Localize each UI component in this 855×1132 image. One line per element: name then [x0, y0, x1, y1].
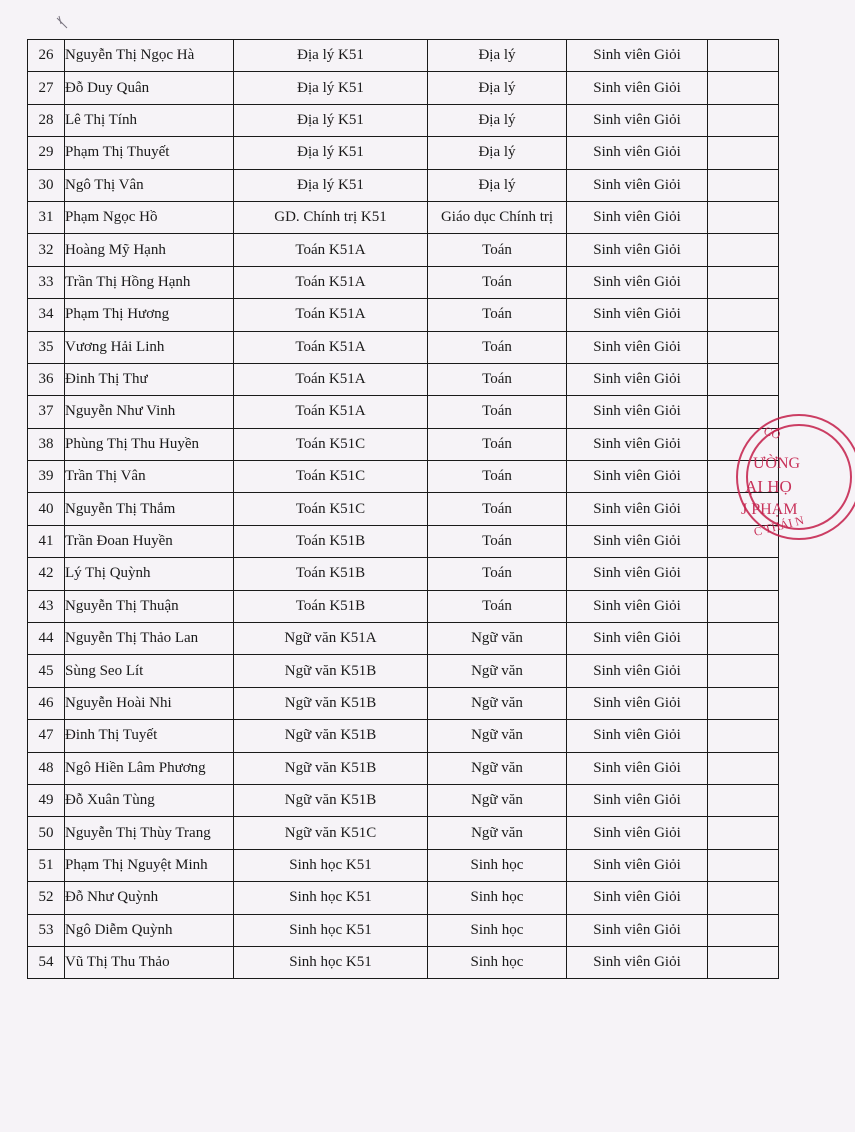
cell-rank: Sinh viên Giỏi: [567, 720, 708, 752]
cell-student-name: Trần Thị Hồng Hạnh: [65, 266, 234, 298]
cell-note: [708, 558, 779, 590]
cell-stt: 41: [28, 525, 65, 557]
cell-major: Toán: [428, 266, 567, 298]
table-row: [28, 363, 779, 395]
table-body: [28, 40, 779, 979]
cell-stt: 38: [28, 428, 65, 460]
cell-major: Địa lý: [428, 40, 567, 72]
cell-major: Toán: [428, 590, 567, 622]
cell-major: Ngữ văn: [428, 623, 567, 655]
cell-rank: Sinh viên Giỏi: [567, 590, 708, 622]
cell-rank: Sinh viên Giỏi: [567, 266, 708, 298]
cell-stt: 33: [28, 266, 65, 298]
cell-note: [708, 720, 779, 752]
cell-note: [708, 363, 779, 395]
official-seal-stamp: [735, 412, 855, 542]
cell-rank: Sinh viên Giỏi: [567, 558, 708, 590]
cell-stt: 44: [28, 623, 65, 655]
cell-note: [708, 234, 779, 266]
table-row: [28, 849, 779, 881]
cell-note: [708, 946, 779, 978]
cell-stt: 35: [28, 331, 65, 363]
cell-stt: 54: [28, 946, 65, 978]
cell-class: Địa lý K51: [234, 169, 428, 201]
cell-class: Sinh học K51: [234, 914, 428, 946]
cell-stt: 34: [28, 299, 65, 331]
table-row: [28, 396, 779, 428]
svg-text:ẠI HỌ: ẠI HỌ: [745, 477, 792, 496]
table-row: [28, 40, 779, 72]
cell-rank: Sinh viên Giỏi: [567, 655, 708, 687]
cell-major: Toán: [428, 299, 567, 331]
cell-stt: 51: [28, 849, 65, 881]
cell-stt: 27: [28, 72, 65, 104]
table-row: [28, 882, 779, 914]
svg-text:ƯỜNG: ƯỜNG: [753, 455, 801, 472]
cell-class: Toán K51A: [234, 396, 428, 428]
cell-student-name: Trần Đoan Huyền: [65, 525, 234, 557]
cell-note: [708, 104, 779, 136]
cell-stt: 46: [28, 687, 65, 719]
cell-class: Địa lý K51: [234, 137, 428, 169]
cell-major: Sinh học: [428, 849, 567, 881]
cell-student-name: Nguyễn Hoài Nhi: [65, 687, 234, 719]
table-row: [28, 461, 779, 493]
cell-student-name: Nguyễn Thị Thuận: [65, 590, 234, 622]
cell-major: Ngữ văn: [428, 817, 567, 849]
cell-student-name: Phạm Ngọc Hồ: [65, 201, 234, 233]
table-row: [28, 655, 779, 687]
scan-mark: [55, 14, 75, 34]
table-row: [28, 752, 779, 784]
cell-student-name: Phạm Thị Thuyết: [65, 137, 234, 169]
cell-class: Toán K51B: [234, 558, 428, 590]
table-row: [28, 623, 779, 655]
cell-major: Toán: [428, 493, 567, 525]
cell-note: [708, 331, 779, 363]
cell-student-name: Đỗ Như Quỳnh: [65, 882, 234, 914]
cell-rank: Sinh viên Giỏi: [567, 784, 708, 816]
cell-major: Toán: [428, 525, 567, 557]
cell-student-name: Đỗ Duy Quân: [65, 72, 234, 104]
table-row: [28, 525, 779, 557]
cell-student-name: Sùng Seo Lít: [65, 655, 234, 687]
table-row: [28, 817, 779, 849]
cell-note: [708, 784, 779, 816]
cell-stt: 28: [28, 104, 65, 136]
cell-rank: Sinh viên Giỏi: [567, 331, 708, 363]
cell-student-name: Phùng Thị Thu Huyền: [65, 428, 234, 460]
cell-student-name: Phạm Thị Hương: [65, 299, 234, 331]
cell-major: Ngữ văn: [428, 720, 567, 752]
table-row: [28, 720, 779, 752]
cell-note: [708, 169, 779, 201]
cell-major: Địa lý: [428, 169, 567, 201]
cell-note: [708, 817, 779, 849]
cell-class: Ngữ văn K51B: [234, 784, 428, 816]
cell-class: Sinh học K51: [234, 849, 428, 881]
cell-major: Toán: [428, 461, 567, 493]
cell-major: Địa lý: [428, 72, 567, 104]
cell-class: Địa lý K51: [234, 72, 428, 104]
cell-student-name: Nguyễn Thị Thắm: [65, 493, 234, 525]
cell-class: Địa lý K51: [234, 104, 428, 136]
svg-text:J PHẠM: J PHẠM: [741, 501, 798, 518]
cell-stt: 52: [28, 882, 65, 914]
cell-rank: Sinh viên Giỏi: [567, 363, 708, 395]
cell-major: Ngữ văn: [428, 687, 567, 719]
cell-class: Toán K51B: [234, 525, 428, 557]
cell-student-name: Trần Thị Vân: [65, 461, 234, 493]
table-row: [28, 687, 779, 719]
cell-rank: Sinh viên Giỏi: [567, 40, 708, 72]
table-row: [28, 946, 779, 978]
cell-rank: Sinh viên Giỏi: [567, 169, 708, 201]
cell-class: Toán K51A: [234, 363, 428, 395]
cell-note: [708, 266, 779, 298]
cell-rank: Sinh viên Giỏi: [567, 299, 708, 331]
cell-note: [708, 590, 779, 622]
cell-note: [708, 299, 779, 331]
table-row: [28, 201, 779, 233]
table-row: [28, 590, 779, 622]
cell-class: Địa lý K51: [234, 40, 428, 72]
cell-note: [708, 137, 779, 169]
cell-student-name: Vương Hải Linh: [65, 331, 234, 363]
cell-class: Ngữ văn K51B: [234, 687, 428, 719]
cell-rank: Sinh viên Giỏi: [567, 687, 708, 719]
cell-note: [708, 914, 779, 946]
cell-student-name: Ngô Diễm Quỳnh: [65, 914, 234, 946]
cell-stt: 47: [28, 720, 65, 752]
cell-major: Toán: [428, 331, 567, 363]
cell-class: Ngữ văn K51C: [234, 817, 428, 849]
cell-rank: Sinh viên Giỏi: [567, 104, 708, 136]
cell-class: Toán K51C: [234, 461, 428, 493]
cell-student-name: Nguyễn Thị Thảo Lan: [65, 623, 234, 655]
cell-major: Toán: [428, 428, 567, 460]
cell-rank: Sinh viên Giỏi: [567, 396, 708, 428]
cell-note: [708, 687, 779, 719]
cell-stt: 43: [28, 590, 65, 622]
cell-student-name: Hoàng Mỹ Hạnh: [65, 234, 234, 266]
cell-class: Toán K51C: [234, 428, 428, 460]
cell-student-name: Ngô Hiền Lâm Phương: [65, 752, 234, 784]
cell-class: Ngữ văn K51B: [234, 720, 428, 752]
cell-rank: Sinh viên Giỏi: [567, 72, 708, 104]
cell-class: Sinh học K51: [234, 946, 428, 978]
cell-note: [708, 752, 779, 784]
table-row: [28, 331, 779, 363]
table-row: [28, 493, 779, 525]
cell-stt: 37: [28, 396, 65, 428]
cell-rank: Sinh viên Giỏi: [567, 849, 708, 881]
cell-class: Toán K51A: [234, 331, 428, 363]
cell-class: GD. Chính trị K51: [234, 201, 428, 233]
cell-stt: 53: [28, 914, 65, 946]
cell-rank: Sinh viên Giỏi: [567, 461, 708, 493]
cell-student-name: Đinh Thị Tuyết: [65, 720, 234, 752]
cell-student-name: Lý Thị Quỳnh: [65, 558, 234, 590]
cell-student-name: Ngô Thị Vân: [65, 169, 234, 201]
cell-student-name: Phạm Thị Nguyệt Minh: [65, 849, 234, 881]
cell-class: Sinh học K51: [234, 882, 428, 914]
cell-major: Ngữ văn: [428, 655, 567, 687]
cell-major: Địa lý: [428, 104, 567, 136]
cell-major: Giáo dục Chính trị: [428, 201, 567, 233]
cell-rank: Sinh viên Giỏi: [567, 234, 708, 266]
cell-major: Ngữ văn: [428, 752, 567, 784]
cell-stt: 32: [28, 234, 65, 266]
cell-class: Toán K51A: [234, 299, 428, 331]
cell-major: Toán: [428, 363, 567, 395]
cell-major: Toán: [428, 558, 567, 590]
cell-student-name: Đinh Thị Thư: [65, 363, 234, 395]
cell-rank: Sinh viên Giỏi: [567, 946, 708, 978]
cell-major: Sinh học: [428, 914, 567, 946]
cell-major: Sinh học: [428, 946, 567, 978]
cell-major: Ngữ văn: [428, 784, 567, 816]
cell-rank: Sinh viên Giỏi: [567, 493, 708, 525]
cell-student-name: Lê Thị Tính: [65, 104, 234, 136]
cell-stt: 39: [28, 461, 65, 493]
cell-rank: Sinh viên Giỏi: [567, 882, 708, 914]
table-row: [28, 266, 779, 298]
cell-major: Sinh học: [428, 882, 567, 914]
cell-rank: Sinh viên Giỏi: [567, 137, 708, 169]
table-row: [28, 784, 779, 816]
cell-student-name: Vũ Thị Thu Thảo: [65, 946, 234, 978]
cell-student-name: Nguyễn Như Vinh: [65, 396, 234, 428]
cell-class: Ngữ văn K51B: [234, 655, 428, 687]
cell-note: [708, 623, 779, 655]
table-row: [28, 104, 779, 136]
cell-student-name: Nguyễn Thị Thùy Trang: [65, 817, 234, 849]
cell-class: Ngữ văn K51B: [234, 752, 428, 784]
cell-rank: Sinh viên Giỏi: [567, 817, 708, 849]
table-row: [28, 137, 779, 169]
svg-text:C THÁI N: C THÁI N: [752, 512, 806, 539]
cell-major: Địa lý: [428, 137, 567, 169]
cell-class: Toán K51C: [234, 493, 428, 525]
table-row: [28, 169, 779, 201]
table-row: [28, 914, 779, 946]
cell-rank: Sinh viên Giỏi: [567, 623, 708, 655]
cell-note: [708, 72, 779, 104]
student-award-table: [27, 39, 779, 979]
cell-stt: 26: [28, 40, 65, 72]
cell-class: Ngữ văn K51A: [234, 623, 428, 655]
cell-rank: Sinh viên Giỏi: [567, 752, 708, 784]
table-row: [28, 72, 779, 104]
cell-major: Toán: [428, 234, 567, 266]
table-row: [28, 299, 779, 331]
cell-note: [708, 201, 779, 233]
cell-stt: 50: [28, 817, 65, 849]
cell-class: Toán K51A: [234, 266, 428, 298]
cell-stt: 40: [28, 493, 65, 525]
cell-student-name: Đỗ Xuân Tùng: [65, 784, 234, 816]
cell-major: Toán: [428, 396, 567, 428]
cell-note: [708, 40, 779, 72]
cell-rank: Sinh viên Giỏi: [567, 914, 708, 946]
cell-stt: 49: [28, 784, 65, 816]
cell-note: [708, 849, 779, 881]
cell-stt: 48: [28, 752, 65, 784]
cell-student-name: Nguyễn Thị Ngọc Hà: [65, 40, 234, 72]
cell-rank: Sinh viên Giỏi: [567, 201, 708, 233]
cell-stt: 45: [28, 655, 65, 687]
cell-class: Toán K51A: [234, 234, 428, 266]
cell-stt: 31: [28, 201, 65, 233]
table-row: [28, 558, 779, 590]
table-row: [28, 234, 779, 266]
cell-note: [708, 655, 779, 687]
cell-stt: 29: [28, 137, 65, 169]
table-row: [28, 428, 779, 460]
cell-stt: 42: [28, 558, 65, 590]
cell-class: Toán K51B: [234, 590, 428, 622]
cell-stt: 36: [28, 363, 65, 395]
cell-stt: 30: [28, 169, 65, 201]
cell-note: [708, 882, 779, 914]
cell-rank: Sinh viên Giỏi: [567, 428, 708, 460]
cell-rank: Sinh viên Giỏi: [567, 525, 708, 557]
svg-text:CÔ: CÔ: [762, 423, 783, 443]
